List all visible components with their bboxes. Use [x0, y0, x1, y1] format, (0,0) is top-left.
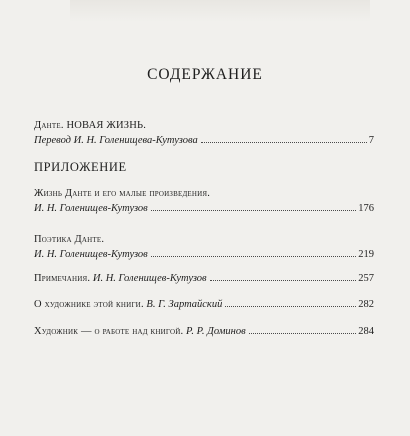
toc-entry-leader-line [34, 297, 374, 312]
toc-page-number: 7 [368, 135, 374, 146]
toc-entry-heading: О художнике этой книги. [34, 299, 144, 310]
toc-entry-artist-on-work[interactable] [34, 324, 374, 339]
toc-entry-about-artist[interactable] [34, 297, 374, 312]
toc-entry-leader-line [34, 133, 374, 148]
toc-entry-leader-line [34, 247, 374, 262]
toc-entry-life-of-dante[interactable] [34, 186, 374, 216]
dot-leader [151, 255, 357, 257]
toc-entry-heading: Поэтика Данте. [34, 234, 105, 245]
toc-page-number: 282 [358, 299, 374, 310]
toc-entry-new-life[interactable] [34, 118, 374, 148]
page-title: СОДЕРЖАНИЕ [147, 66, 263, 83]
dot-leader [201, 141, 367, 143]
toc-entry-author: И. Н. Голенищев-Кутузов [34, 203, 148, 214]
dot-leader [225, 305, 356, 307]
toc-entry-author: И. Н. Голенищев-Кутузов [92, 273, 207, 284]
toc-page-number: 219 [358, 249, 374, 260]
dot-leader [210, 279, 357, 281]
bleed-through-text [70, 0, 370, 22]
toc-entry-poetics[interactable] [34, 232, 374, 262]
toc-entry-heading: Художник — о работе над книгой. [34, 326, 184, 337]
appendix-heading: ПРИЛОЖЕНИЕ [34, 160, 127, 174]
toc-entry-author: Р. Р. Доминов [185, 326, 246, 337]
dot-leader [249, 332, 357, 334]
toc-entry-heading: Примечания. [34, 273, 91, 284]
toc-entry-author: В. Г. Зартайский [146, 299, 223, 310]
toc-entry-heading: Данте. НОВАЯ ЖИЗНЬ. [34, 120, 147, 131]
toc-page-number: 284 [358, 326, 374, 337]
toc-entry-leader-line [34, 271, 374, 286]
toc-page-number: 257 [358, 273, 374, 284]
toc-page-number: 176 [358, 203, 374, 214]
toc-entry-heading: Жизнь Данте и его малые произведения. [34, 188, 211, 199]
toc-entry-author: И. Н. Голенищев-Кутузов [34, 249, 148, 260]
dot-leader [151, 209, 357, 211]
toc-entry-leader-line [34, 324, 374, 339]
toc-entry-notes[interactable] [34, 271, 374, 286]
toc-entry-leader-line [34, 201, 374, 216]
toc-entry-author: Перевод И. Н. Голенищева-Кутузова [34, 135, 198, 146]
